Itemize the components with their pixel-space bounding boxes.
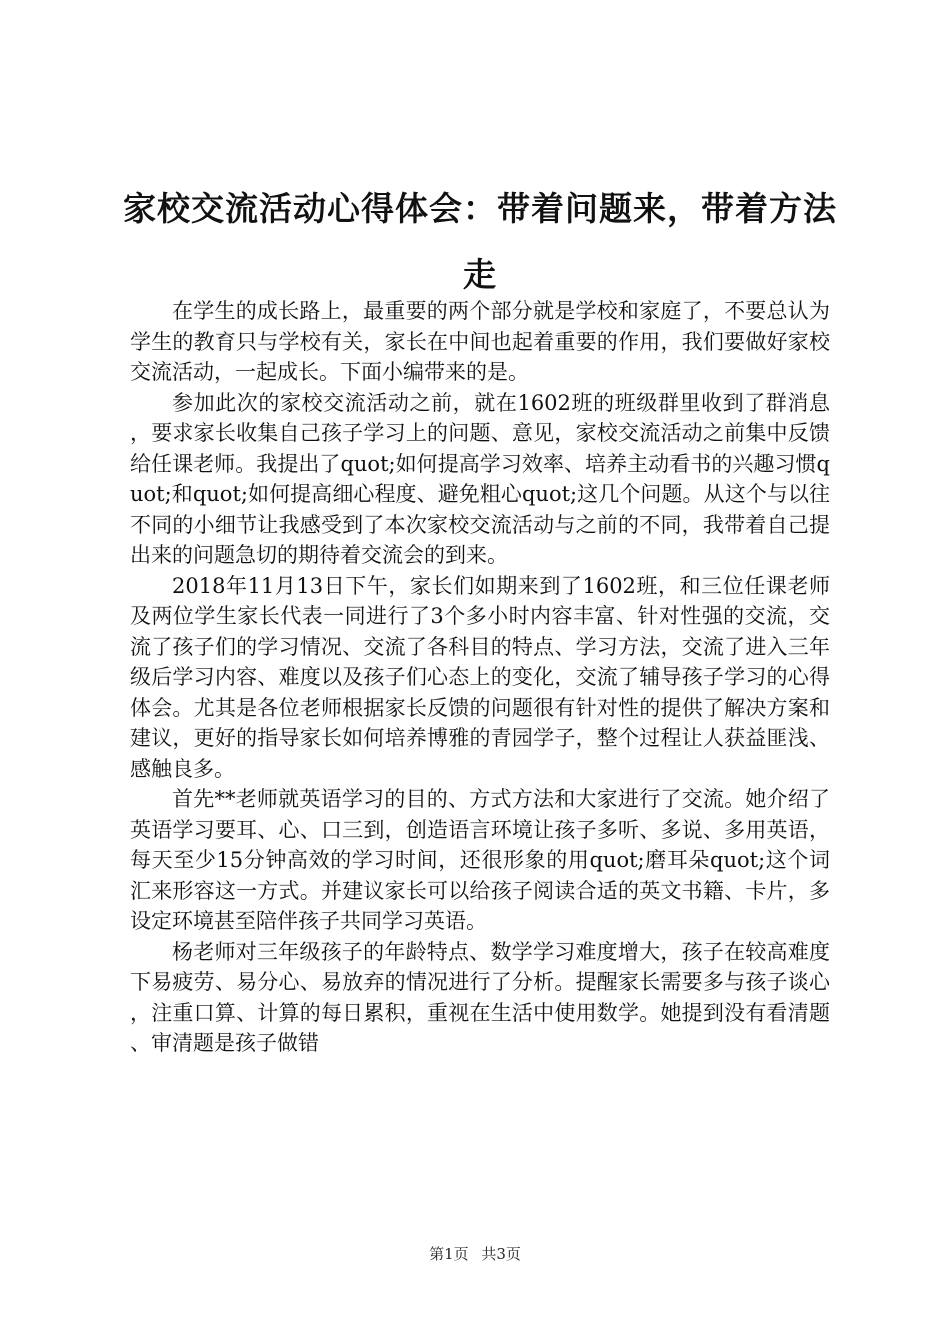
paragraph-preparation: 参加此次的家校交流活动之前，就在1602班的班级群里收到了群消息，要求家长收集自己孩子学习上的问题、意见，家校交流活动之前集中反馈给任课老师。我提出了quot;如何提高学习效率、培养主动看书的兴趣习惯quot;和quot;如何提高细心程度、避免粗心quot;这几个问题。从这个与以往不同的小细节让我感受到了本次家校交流活动与之前的不同，我带着自己提出来的问题急切的期待着交流会的到来。 xyxy=(130,390,830,567)
paragraph-meeting: 2018年11月13日下午，家长们如期来到了1602班，和三位任课老师及两位学生家长代表一同进行了3个多小时内容丰富、针对性强的交流，交流了孩子们的学习情况、交流了各科目的特点、学习方法，交流了进入三年级后学习内容、难度以及孩子们心态上的变化，交流了辅导孩子学习的心得体会。尤其是各位老师根据家长反馈的问题很有针对性的提供了解决方案和建议，更好的指导家长如何培养博雅的青园学子，整个过程让人获益匪浅、感触良多。 xyxy=(130,573,830,781)
paragraph-english-teacher: 首先**老师就英语学习的目的、方式方法和大家进行了交流。她介绍了英语学习要耳、心、口三到，创造语言环境让孩子多听、多说、多用英语，每天至少15分钟高效的学习时间，还很形象的用quot;磨耳朵quot;这个词汇来形容这一方式。并建议家长可以给孩子阅读合适的英文书籍、卡片，多设定环境甚至陪伴孩子共同学习英语。 xyxy=(130,787,830,933)
document-body xyxy=(130,296,830,1059)
paragraph-intro: 在学生的成长路上，最重要的两个部分就是学校和家庭了，不要总认为学生的教育只与学校有关，家长在中间也起着重要的作用，我们要做好家校交流活动，一起成长。下面小编带来的是。 xyxy=(130,299,830,384)
page-total: 共3页 xyxy=(481,1245,521,1263)
document-title: 家校交流活动心得体会：带着问题来，带着方法走 xyxy=(123,189,837,294)
paragraph-math-teacher: 杨老师对三年级孩子的年龄特点、数学学习难度增大，孩子在较高难度下易疲劳、易分心、易放弃的情况进行了分析。提醒家长需要多与孩子谈心，注重口算、计算的每日累积，重视在生活中使用数学。她提到没有看清题、审清题是孩子做错 xyxy=(130,939,830,1055)
page-number: 第1页 xyxy=(429,1245,469,1263)
page-footer xyxy=(0,1244,950,1264)
